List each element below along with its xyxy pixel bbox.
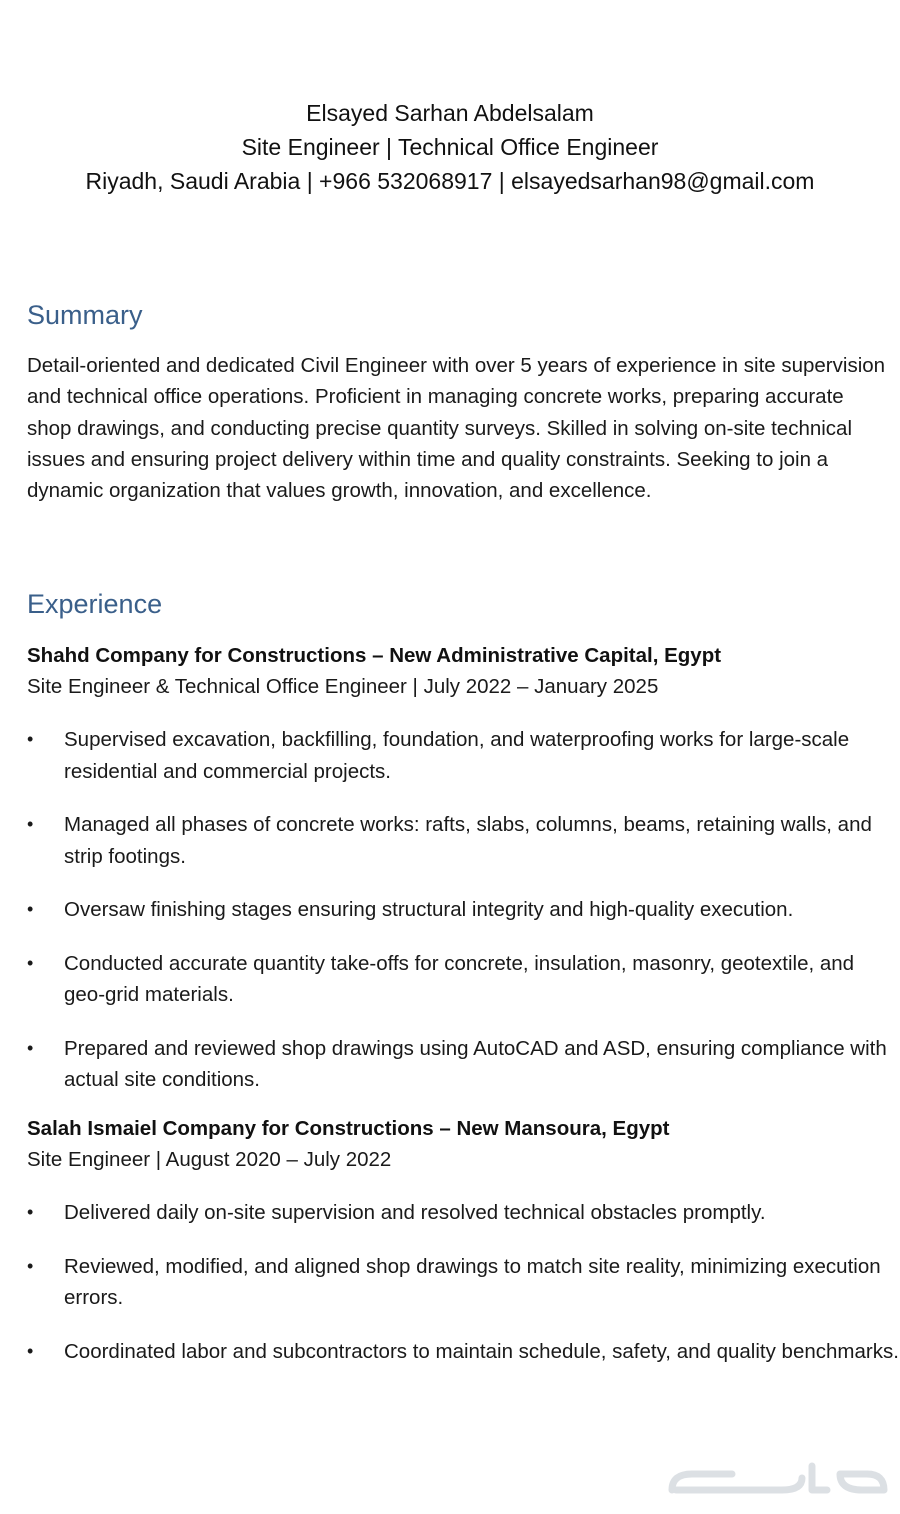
bullet-text: Coordinated labor and subcontractors to maintain schedule, safety, and quality benchmarks. [64, 1339, 899, 1363]
bullet-icon: • [27, 1037, 34, 1058]
list-item [27, 809, 900, 872]
bullet-icon: • [27, 814, 34, 834]
bullet-text: Conducted accurate quantity take-offs for concrete, insulation, masonry, geotextile, and geo-grid materials. [64, 951, 855, 1006]
bullet-text: Managed all phases of concrete works: rafts, slabs, columns, beams, retaining walls, and strip footings. [64, 813, 872, 868]
watermark-text: حراج [775, 1498, 779, 1499]
job-company: Shahd Company for Constructions – New Administrative Capital, Egypt [27, 644, 722, 667]
contact-info: Riyadh, Saudi Arabia | +966 532068917 | elsayedsarhan98@gmail.com [85, 168, 815, 194]
haraj-watermark-logo [662, 1452, 892, 1504]
list-item [27, 1197, 900, 1229]
bullet-text: Reviewed, modified, and aligned shop drawings to match site reality, minimizing execution errors. [64, 1254, 881, 1309]
job-role: Site Engineer & Technical Office Engineer | July 2022 – January 2025 [27, 675, 659, 698]
summary-text: Detail-oriented and dedicated Civil Engineer with over 5 years of experience in site supervision and technical office operations. Proficient in managing concrete works, preparing accurate shop drawings, and conducting precise quantity surveys. Skilled in solving on-site technical issues and ensuring project delivery within time and quality constraints. Seeking to join a dynamic organization that values growth, innovation, and excellence. [27, 354, 886, 503]
list-item [27, 1251, 900, 1314]
list-item [27, 1336, 900, 1368]
summary-heading: Summary [27, 300, 143, 330]
bullet-icon: • [27, 952, 34, 973]
bullet-icon: • [27, 1255, 34, 1276]
job-entry [27, 1113, 900, 1175]
list-item [27, 948, 900, 1011]
job-role: Site Engineer | August 2020 – July 2022 [27, 1148, 392, 1171]
bullet-text: Delivered daily on-site supervision and resolved technical obstacles promptly. [64, 1201, 766, 1224]
list-item [27, 724, 900, 787]
list-item [27, 894, 900, 926]
bullet-text: Supervised excavation, backfilling, foundation, and waterproofing works for large-scale residential and commercial projects. [64, 728, 850, 783]
resume-header [0, 96, 900, 198]
list-item [27, 1033, 900, 1096]
candidate-title: Site Engineer | Technical Office Engineer [241, 134, 659, 160]
job-bullets [27, 724, 900, 1096]
bullet-icon: • [27, 1340, 34, 1361]
experience-heading: Experience [27, 589, 163, 619]
job-entry [27, 640, 900, 702]
bullet-icon: • [27, 729, 34, 749]
bullet-icon: • [27, 899, 34, 919]
job-company: Salah Ismaiel Company for Constructions – New Mansoura, Egypt [27, 1117, 670, 1140]
job-bullets [27, 1197, 900, 1367]
bullet-text: Prepared and reviewed shop drawings using AutoCAD and ASD, ensuring compliance with actual site conditions. [64, 1036, 887, 1091]
bullet-text: Oversaw finishing stages ensuring structural integrity and high-quality execution. [64, 898, 794, 921]
bullet-icon: • [27, 1202, 34, 1222]
candidate-name: Elsayed Sarhan Abdelsalam [306, 100, 594, 126]
